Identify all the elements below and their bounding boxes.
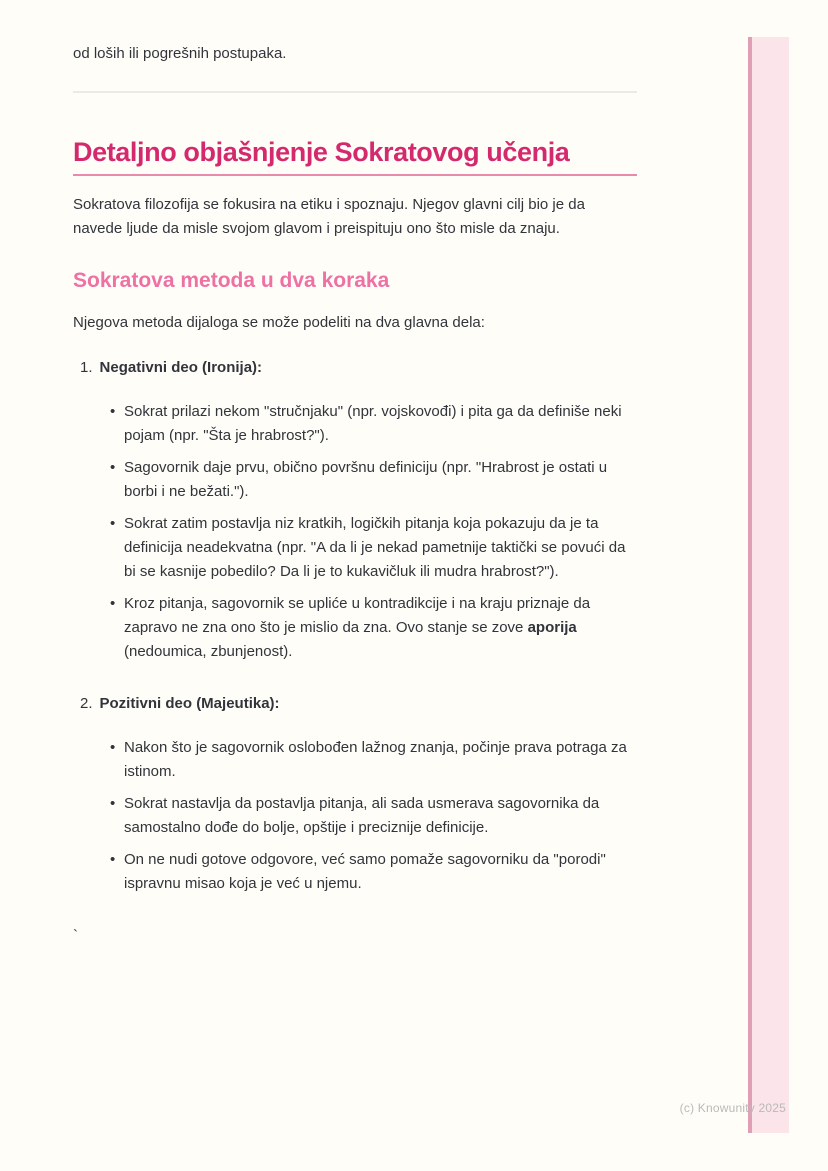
step-bullets <box>124 736 637 896</box>
bullet-item <box>124 736 637 784</box>
bullet-item <box>124 512 637 584</box>
step-heading <box>80 356 637 380</box>
step-item-negative <box>80 356 637 664</box>
bullet-item <box>124 792 637 840</box>
lead-paragraph: Sokratova filozofija se fokusira na etiku i spoznaju. Njegov glavni cilj bio je da navede ljude da misle svojom glavom i preispituju ono što misle da znaju. <box>73 196 585 237</box>
document-content <box>73 0 637 948</box>
step-title: Negativni deo (Ironija): <box>99 359 263 376</box>
bullet-text: On ne nudi gotove odgovore, već samo pomaže sagovorniku da "porodi" ispravnu misao koja je već u njemu. <box>124 851 606 892</box>
step-bullets <box>124 400 637 664</box>
step-title: Pozitivni deo (Majeutika): <box>99 695 280 712</box>
bullet-item <box>124 400 637 448</box>
bullet-text: Sokrat zatim postavlja niz kratkih, logičkih pitanja koja pokazuju da je ta definicija neadekvatna (npr. "A da li je nekad pametnije taktički se povući da bi se kasnije pobedilo? Da li je to kukavičluk ili mudra hrabrost?"). <box>124 515 626 580</box>
bullet-text: Sokrat prilazi nekom "stručnjaku" (npr. vojskovođi) i pita ga da definiše neki pojam (npr. "Šta je hrabrost?"). <box>124 403 622 444</box>
bullet-text: Sokrat nastavlja da postavlja pitanja, ali sada usmerava sagovornika da samostalno dođe do bolje, opštije i preciznije definicije. <box>124 795 600 836</box>
sub-heading: Sokratova metoda u dva koraka <box>73 269 390 292</box>
method-intro-paragraph: Njegova metoda dijaloga se može podeliti na dva glavna dela: <box>73 314 485 331</box>
step-heading <box>80 692 637 716</box>
step-number: 2. <box>80 695 93 712</box>
step-number: 1. <box>80 359 93 376</box>
bullet-text-bold-term: aporija <box>527 619 577 636</box>
step-item-positive <box>80 692 637 896</box>
page-edge-stripe <box>748 37 789 1133</box>
bullet-text: Sagovornik daje prvu, obično površnu definiciju (npr. "Hrabrost je ostati u borbi i ne bežati."). <box>124 459 608 500</box>
bullet-text: Nakon što je sagovornik oslobođen lažnog znanja, počinje prava potraga za istinom. <box>124 739 627 780</box>
intro-fragment: od loših ili pogrešnih postupaka. <box>73 45 287 62</box>
bullet-text-post: (nedoumica, zbunjenost). <box>124 643 293 660</box>
bullet-text-pre: Kroz pitanja, sagovornik se upliće u kontradikcije i na kraju priznaje da zapravo ne zna ono što je mislio da zna. Ovo stanje se zove <box>124 595 591 636</box>
bullet-item <box>124 848 637 896</box>
copyright-footer: (c) Knowunity 2025 <box>679 1101 786 1115</box>
stray-backtick: ` <box>73 927 78 944</box>
steps-list <box>73 356 637 896</box>
main-heading: Detaljno objašnjenje Sokratovog učenja <box>73 136 637 176</box>
bullet-item <box>124 456 637 504</box>
bullet-item <box>124 592 637 664</box>
section-divider <box>73 91 637 93</box>
